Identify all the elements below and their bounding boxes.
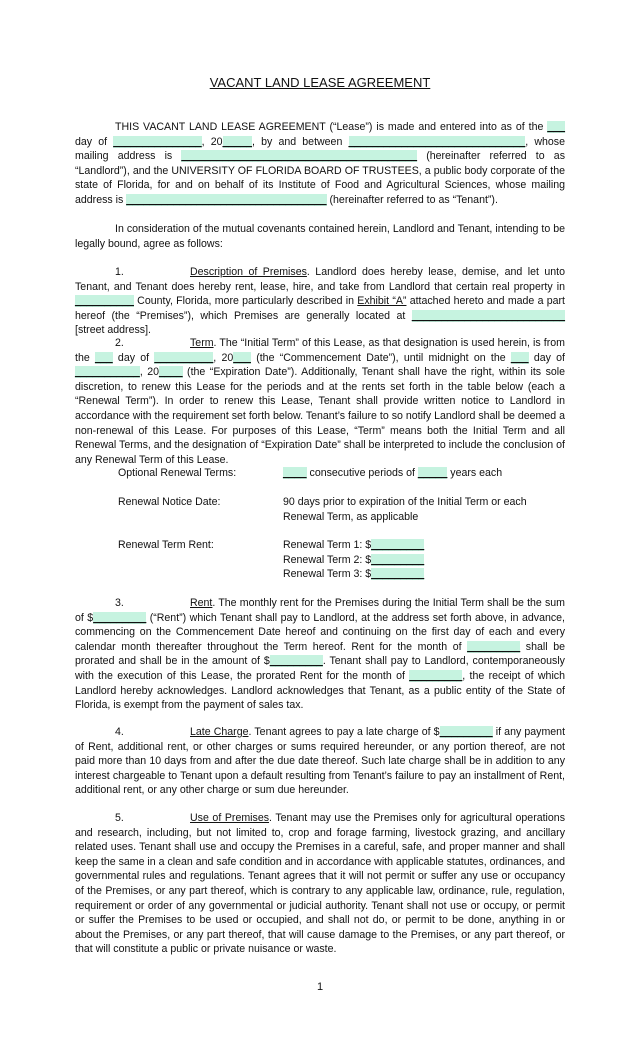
section-text: . The monthly rent for the Premises during the Initial Term shall be the sum of $ bbox=[75, 597, 565, 624]
renewal-terms-label: Optional Renewal Terms: bbox=[118, 467, 237, 479]
prorated-month-field[interactable]: _________ bbox=[467, 640, 521, 653]
start-month-field[interactable]: __________ bbox=[154, 351, 214, 364]
section-text: day of bbox=[112, 351, 155, 364]
section-5-use-of-premises bbox=[75, 811, 565, 957]
street-address-field[interactable]: __________________________ bbox=[411, 309, 565, 322]
section-number: 3. bbox=[115, 597, 124, 609]
page-number: 1 bbox=[316, 981, 324, 993]
section-heading: Term bbox=[190, 337, 214, 349]
section-text: . Tenant agrees to pay a late charge of $ bbox=[248, 726, 440, 738]
renewal-notice-label: Renewal Notice Date: bbox=[118, 496, 221, 508]
intro-text: , whose mailing address is bbox=[75, 135, 565, 163]
tenant-address-field[interactable]: __________________________________ bbox=[126, 193, 327, 206]
intro-text: (hereinafter referred to as “Landlord”), and the UNIVERSITY OF FLORIDA BOARD OF TRUSTEES, a public body corporate of the state of Florida, for and on behalf of its Institute of Food and Agricultural Sciences, whose mailing address is bbox=[75, 150, 565, 206]
renewal-notice-value: 90 days prior to expiration of the Initial Term or each Renewal Term, as applicable bbox=[283, 496, 527, 523]
section-text: , the receipt of which Landlord hereby acknowledges. Landlord acknowledges that Tenant, as a public entity of the State of Florida, is exempt from the payment of sales tax. bbox=[75, 669, 565, 712]
renewal-term-3-rent-field[interactable]: _________ bbox=[371, 568, 425, 581]
section-text: attached hereto and made a part hereof (the “Premises”), which Premises are generally located at bbox=[75, 295, 565, 322]
section-text: . The “Initial Term” of this Lease, as that designation is used herein, is from the bbox=[75, 337, 565, 364]
renewal-rent-label: Renewal Term Rent: bbox=[118, 539, 214, 551]
intro-text: THIS VACANT LAND LEASE AGREEMENT (“Lease”) is made and entered into as of the bbox=[115, 121, 548, 133]
intro-text: (hereinafter referred to as “Tenant”). bbox=[326, 193, 498, 206]
end-year-field[interactable]: ____ bbox=[159, 366, 183, 379]
end-day-field[interactable]: ___ bbox=[510, 351, 529, 364]
section-heading: Description of Premises bbox=[190, 266, 307, 278]
renewal-term-3-label: Renewal Term 3: $ bbox=[283, 568, 372, 581]
landlord-address-field[interactable]: ________________________________________ bbox=[181, 150, 418, 163]
renewal-text: consecutive periods of bbox=[306, 467, 418, 479]
renewal-years-field[interactable]: _____ bbox=[417, 467, 448, 479]
section-text: day of bbox=[528, 351, 565, 364]
intro-text: , 20 bbox=[201, 135, 223, 148]
renewal-terms-value bbox=[283, 466, 565, 481]
document-title: VACANT LAND LEASE AGREEMENT bbox=[209, 75, 431, 90]
intro-text: day of bbox=[75, 135, 114, 148]
monthly-rent-field[interactable]: _________ bbox=[93, 611, 147, 624]
exhibit-reference: Exhibit “A” bbox=[357, 295, 407, 308]
section-text: . Tenant may use the Premises only for agricultural operations and research, including, but not limited to, crop and forage farming, livestock grazing, and ancillary related uses. Tenant shall use and occupy the Premises in a careful, safe, and proper manner and shall keep the same in a clean and safe condition and in accordance with applicable statutes, ordinances, and governmental rules and regulations. Tenant agrees that it will not permit or suffer any use or occupancy of the Premises, or any part thereof, which is contrary to any applicable law, ordinance, rule, regulation, requirement or order of any governmental or judicial authority. Tenant shall not use or occupy, or permit or suffer the Premises to be used or occupied, and shall not do, or permit to be done, anything in or about the Premises, or any part thereof, that will cause damage to the Premises, or any part thereof, or that will constitute a public or private nuisance or waste. bbox=[75, 812, 565, 956]
section-text: , 20 bbox=[139, 366, 160, 379]
section-2-term bbox=[75, 336, 565, 467]
section-1-description-of-premises bbox=[75, 265, 565, 338]
section-text: . Landlord does hereby lease, demise, and let unto Tenant, and Tenant does hereby rent, lease, hire, and take from Landlord that certain real property in bbox=[75, 266, 565, 293]
renewal-term-2-label: Renewal Term 2: $ bbox=[283, 553, 372, 566]
section-text: [street address]. bbox=[75, 324, 151, 337]
section-4-late-charge bbox=[75, 725, 565, 798]
landlord-name-field[interactable]: ______________________________ bbox=[348, 135, 526, 148]
section-heading: Rent bbox=[190, 597, 213, 609]
section-text: County, Florida, more particularly described in bbox=[133, 295, 358, 308]
renewal-rent-values bbox=[283, 538, 565, 582]
section-heading: Use of Premises bbox=[190, 812, 270, 824]
section-text: (the “Expiration Date”). Additionally, Tenant shall have the right, within its sole discretion, to renew this Lease for the periods and at the rents set forth in the table below (each a “Renewal Term”). In order to renew this Lease, Tenant shall provide written notice to Landlord in accordance with the requirement set forth below. Tenant’s failure to so notify Landlord shall be deemed a non-renewal of this Lease. For purposes of this Lease, “Term” means both the Initial Term and all Renewal Terms, and the designation of “Expiration Date” shall be interpreted to include the conclusion of any Renewal Term of this Lease. bbox=[75, 366, 565, 466]
consideration-text: In consideration of the mutual covenants contained herein, Landlord and Tenant, intending to be legally bound, agree as follows: bbox=[75, 223, 565, 250]
section-heading: Late Charge bbox=[190, 726, 249, 738]
section-number: 4. bbox=[115, 726, 124, 738]
section-3-rent bbox=[75, 596, 565, 713]
start-year-field[interactable]: ___ bbox=[233, 351, 251, 364]
section-text: if any payment of Rent, additional rent, or other charges or sums required hereunder, or any portion thereof, are not paid more than 10 days from and after the due date thereof. Such late charge shall be in addition to any interest chargeable to Tenant upon a default resulting from Tenant’s failure to pay an installment of Rent, additional rent, or any other charge or sum due hereunder. bbox=[75, 726, 566, 797]
renewal-periods-field[interactable]: ____ bbox=[283, 467, 307, 479]
prorated-amount-field[interactable]: _________ bbox=[269, 655, 323, 668]
section-text: (the “Commencement Date”), until midnight on the bbox=[250, 351, 511, 364]
renewal-term-1-rent-field[interactable]: _________ bbox=[371, 539, 425, 551]
consideration-paragraph bbox=[75, 222, 565, 251]
section-text: . Tenant shall pay to Landlord, contemporaneously with the execution of this Lease, the prorated Rent for the month of bbox=[75, 655, 565, 682]
month-field[interactable]: _______________ bbox=[113, 135, 202, 148]
section-text: (“Rent”) which Tenant shall pay to Landlord, at the address set forth above, in advance, commencing on the Commencement Date hereof and continuing on the first day of each and every calendar month thereafter throughout the Term hereof. Rent for the month of bbox=[75, 611, 566, 653]
section-number: 2. bbox=[115, 337, 124, 349]
intro-paragraph bbox=[75, 120, 565, 208]
end-month-field[interactable]: ___________ bbox=[75, 366, 140, 379]
intro-text: , by and between bbox=[252, 135, 349, 148]
late-charge-field[interactable]: _________ bbox=[439, 726, 493, 738]
renewal-text: years each bbox=[447, 467, 503, 479]
day-field[interactable]: ___ bbox=[547, 121, 565, 133]
section-text: , 20 bbox=[213, 351, 234, 364]
renewal-term-2-rent-field[interactable]: _________ bbox=[371, 553, 425, 566]
section-text: shall be prorated and shall be in the amount of $ bbox=[75, 640, 565, 668]
prorated-rent-month-field[interactable]: _________ bbox=[409, 669, 463, 682]
section-number: 5. bbox=[115, 812, 124, 824]
section-number: 1. bbox=[115, 266, 124, 278]
county-field[interactable]: __________ bbox=[75, 295, 134, 308]
renewal-term-1-label: Renewal Term 1: $ bbox=[283, 539, 372, 551]
start-day-field[interactable]: ___ bbox=[94, 351, 113, 364]
year-field[interactable]: _____ bbox=[222, 135, 252, 148]
